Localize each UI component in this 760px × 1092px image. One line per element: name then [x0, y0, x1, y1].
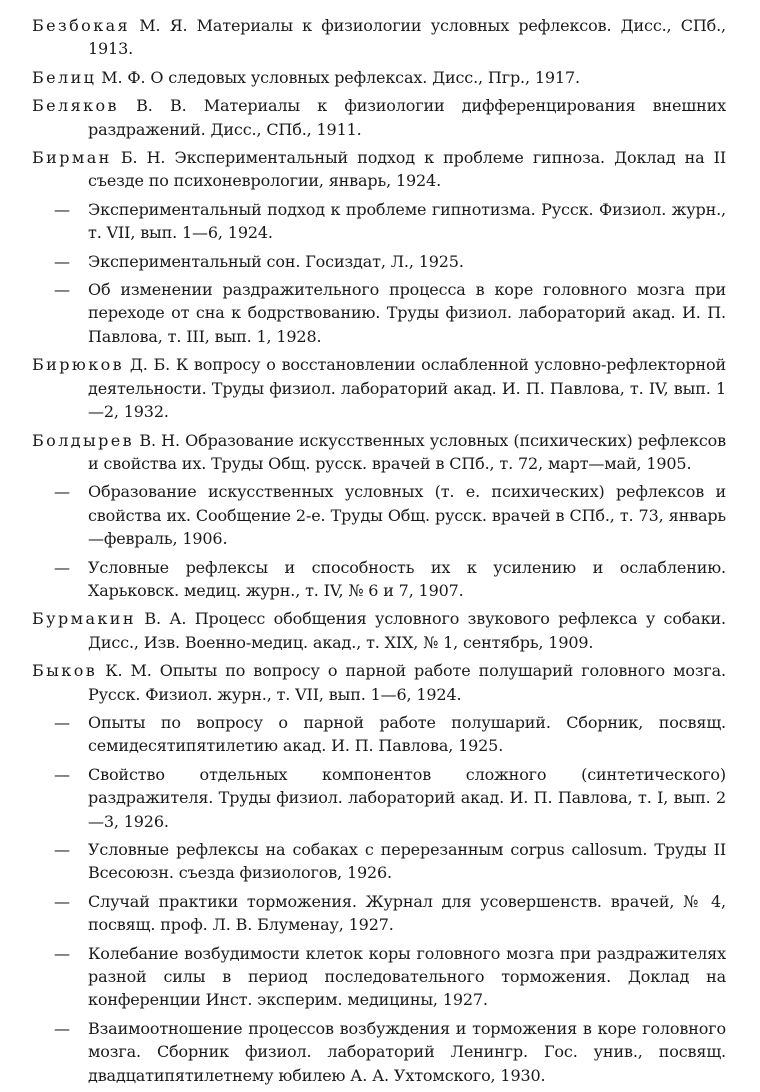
dash-mark: —: [54, 280, 70, 300]
entry-text: В. А. Процесс обобщения условного звукового рефлекса у собаки. Дисс., Изв. Военно-медиц. акад., т. XIX, № 1, сентябрь, 1909.: [88, 609, 726, 652]
dash-mark: —: [54, 891, 70, 911]
entry-text: Взаимоотношение процессов возбуждения и торможения в коре головного мозга. Сборник физиол. лабораторий Ленингр. Гос. унив., посвящ. двадцатипятилетнему юбилею А. А. Ухтомского, 1930.: [88, 1018, 726, 1085]
author-name: Беляков: [32, 96, 119, 116]
entry-text: М. Я. Материалы к физиологии условных рефлексов. Дисс., СПб., 1913.: [88, 16, 726, 59]
dash-mark: —: [54, 251, 70, 271]
dash-mark: —: [54, 482, 70, 502]
author-name: Болдырев: [32, 430, 135, 450]
entry-text: Д. Б. К вопросу о восстановлении ослабленной условно-рефлекторной деятельности. Труды физиол. лабораторий акад. И. П. Павлова, т. IV, вып. 1—2, 1932.: [88, 355, 726, 422]
dash-mark: —: [54, 764, 70, 784]
dash-mark: —: [54, 840, 70, 859]
dash-mark: —: [54, 712, 70, 732]
entry-text: К. М. Опыты по вопросу о парной работе полушарий головного мозга. Русск. Физиол. журн., т. VII, вып. 1—6, 1924.: [88, 661, 726, 704]
entry-text: Опыты по вопросу о парной работе полушарий. Сборник, посвящ. семидесятипятилетию акад. И. П. Павлова, 1925.: [88, 712, 726, 756]
bibliography-subentry: [32, 890, 726, 937]
bibliography-entry: [32, 429, 726, 476]
dash-mark: —: [54, 943, 70, 963]
bibliography-subentry: [32, 763, 726, 833]
bibliography-subentry: [32, 278, 726, 348]
dash-mark: —: [54, 199, 70, 219]
bibliography-entry: [32, 94, 726, 141]
author-name: Бирюков: [32, 355, 125, 375]
entry-text: Условные рефлексы и способность их к усилению и ослаблению. Харьковск. медиц. журн., т. IV, № 6 и 7, 1907.: [88, 557, 726, 600]
bibliography-entry: [32, 146, 726, 193]
author-name: Белиц: [32, 67, 97, 87]
entry-text: Колебание возбудимости клеток коры головного мозга при раздражителях разной силы в период последовательного торможения. Доклад на конференции Инст. эксперим. медицины, 1927.: [88, 943, 726, 1010]
bibliography-entry: [32, 353, 726, 423]
entry-text: М. Ф. О следовых условных рефлексах. Дисс., Пгр., 1917.: [96, 67, 580, 87]
author-name: Быков: [32, 661, 98, 681]
entry-text: Б. Н. Экспериментальный подход к проблеме гипноза. Доклад на II съезде по психоневрологии, январь, 1924.: [88, 148, 726, 191]
entry-text: Свойство отдельных компонентов сложного (синтетического) раздражителя. Труды физиол. лабораторий акад. И. П. Павлова, т. I, вып. 2—3, 1926.: [88, 764, 726, 831]
bibliography-subentry: [32, 250, 726, 273]
bibliography-entry: [32, 66, 726, 89]
bibliography-entry: [32, 659, 726, 706]
bibliography-page: [32, 14, 726, 1092]
dash-mark: —: [54, 557, 70, 577]
bibliography-subentry: [32, 838, 726, 885]
entry-text: Экспериментальный подход к проблеме гипнотизма. Русск. Физиол. журн., т. VII, вып. 1—6, 1924.: [88, 199, 726, 243]
author-name: Бурмакин: [32, 609, 136, 629]
entry-text: Условные рефлексы на собаках с перерезанным corpus callosum. Труды II Всесоюзн. съезда физиологов, 1926.: [88, 840, 726, 883]
author-name: Бирман: [32, 148, 112, 168]
bibliography-subentry: [32, 480, 726, 550]
entry-text: В. В. Материалы к физиологии дифференцирования внешних раздражений. Дисс., СПб., 1911.: [88, 96, 726, 139]
entry-text: Случай практики торможения. Журнал для усовершенств. врачей, № 4, посвящ. проф. Л. В. Блуменау, 1927.: [88, 891, 726, 935]
bibliography-subentry: [32, 198, 726, 245]
bibliography-entry: [32, 607, 726, 654]
dash-mark: —: [54, 1018, 70, 1038]
entry-text: Образование искусственных условных (т. е. психических) рефлексов и свойства их. Сообщение 2-е. Труды Общ. русск. врачей в СПб., т. 73, январь—февраль, 1906.: [88, 482, 726, 549]
author-name: Безбокая: [32, 16, 131, 35]
bibliography-entry: [32, 14, 726, 61]
entry-text: Об изменении раздражительного процесса в коре головного мозга при переходе от сна к бодрствованию. Труды физиол. лабораторий акад. И. П. Павлова, т. III, вып. 1, 1928.: [88, 280, 726, 346]
bibliography-subentry: [32, 711, 726, 758]
bibliography-subentry: [32, 556, 726, 603]
entry-text: Экспериментальный сон. Госиздат, Л., 1925.: [88, 251, 464, 271]
entry-text: В. Н. Образование искусственных условных (психических) рефлексов и свойства их. Труды Общ. русск. врачей в СПб., т. 72, март—май, 1905.: [88, 430, 726, 473]
bibliography-subentry: [32, 942, 726, 1012]
bibliography-subentry: [32, 1017, 726, 1087]
